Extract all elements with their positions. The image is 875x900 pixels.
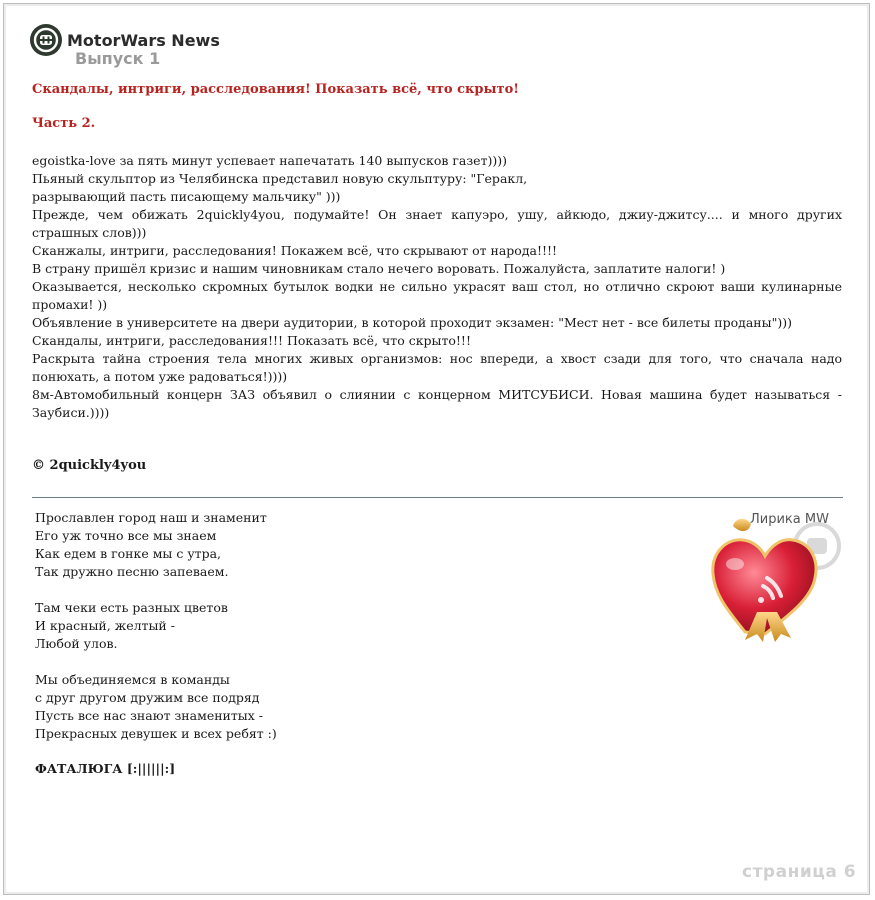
wheel-logo-icon: [30, 24, 62, 56]
section-divider: [32, 497, 843, 498]
heart-with-bow-icon: [705, 508, 845, 643]
page-number: страница 6: [742, 862, 857, 882]
poem-line: Так дружно песню запеваем.: [35, 564, 229, 579]
issue-number: Выпуск 1: [75, 49, 161, 68]
poem-line: И красный, желтый -: [35, 618, 175, 633]
news-item: В страну пришёл кризис и нашим чиновникам стало нечего воровать. Пожалуйста, заплатите налоги! ): [32, 261, 726, 276]
poem-line: Как едем в гонке мы с утра,: [35, 546, 222, 561]
news-item: разрывающий пасть писающему мальчику" ))): [32, 189, 341, 204]
article-copyright: © 2quickly4you: [32, 458, 147, 473]
news-item: Объявление в университете на двери аудитории, в которой проходит экзамен: "Мест нет - все билеты проданы"))): [32, 315, 792, 330]
poem-line: Мы объединяемся в команды: [35, 672, 230, 687]
article-part: Часть 2.: [32, 116, 96, 131]
poem-line: Его уж точно все мы знаем: [35, 528, 217, 543]
news-item: Пьяный скульптор из Челябинска представил новую скульптуру: "Геракл,: [32, 171, 528, 186]
news-item: Скандалы, интриги, расследования!!! Показать всё, что скрыто!!!: [32, 333, 471, 348]
poem-line: Любой улов.: [35, 636, 118, 651]
poem-line: Прославлен город наш и знаменит: [35, 510, 267, 525]
brand-title: MotorWars News: [67, 31, 220, 50]
lyric-label: Лирика MW: [750, 512, 829, 527]
poem-line: Там чеки есть разных цветов: [35, 600, 228, 615]
poem-stanza: [35, 671, 635, 743]
news-item: 8м-Автомобильный концерн ЗАЗ объявил о слиянии с концерном МИТСУБИСИ. Новая машина будет называться - Заубиси.)))): [32, 387, 842, 420]
news-item: Оказывается, несколько скромных бутылок водки не сильно украсят ваш стол, но отлично скроют ваши кулинарные промахи! )): [32, 279, 842, 312]
brand-logo: [30, 24, 220, 67]
news-item: Раскрыта тайна строения тела многих живых организмов: нос впереди, а хвост сзади для того, что сначала надо понюхать, а потом уже радоваться!)))): [32, 351, 842, 384]
poem-line: Прекрасных девушек и всех ребят :): [35, 726, 277, 741]
article-headline: Скандалы, интриги, расследования! Показать всё, что скрыто!: [32, 82, 519, 97]
poem-line: с друг другом дружим все подряд: [35, 690, 260, 705]
lyric-badge: [705, 508, 845, 643]
news-item: Сканжалы, интриги, расследования! Покажем всё, что скрывают от народа!!!!: [32, 243, 558, 258]
poem-stanza: [35, 509, 635, 581]
poem: [35, 509, 635, 761]
poem-author: ФАТАЛЮГА [:||||||:]: [35, 761, 176, 776]
poem-stanza: [35, 599, 635, 653]
news-item: Прежде, чем обижать 2quickly4you, подумайте! Он знает капуэро, ушу, айкюдо, джиу-джитсу.... и много других страшных слов))): [32, 207, 842, 240]
news-list: [32, 152, 842, 422]
poem-line: Пусть все нас знают знаменитых -: [35, 708, 263, 723]
news-item: egoistka-love за пять минут успевает напечатать 140 выпусков газет)))): [32, 153, 507, 168]
